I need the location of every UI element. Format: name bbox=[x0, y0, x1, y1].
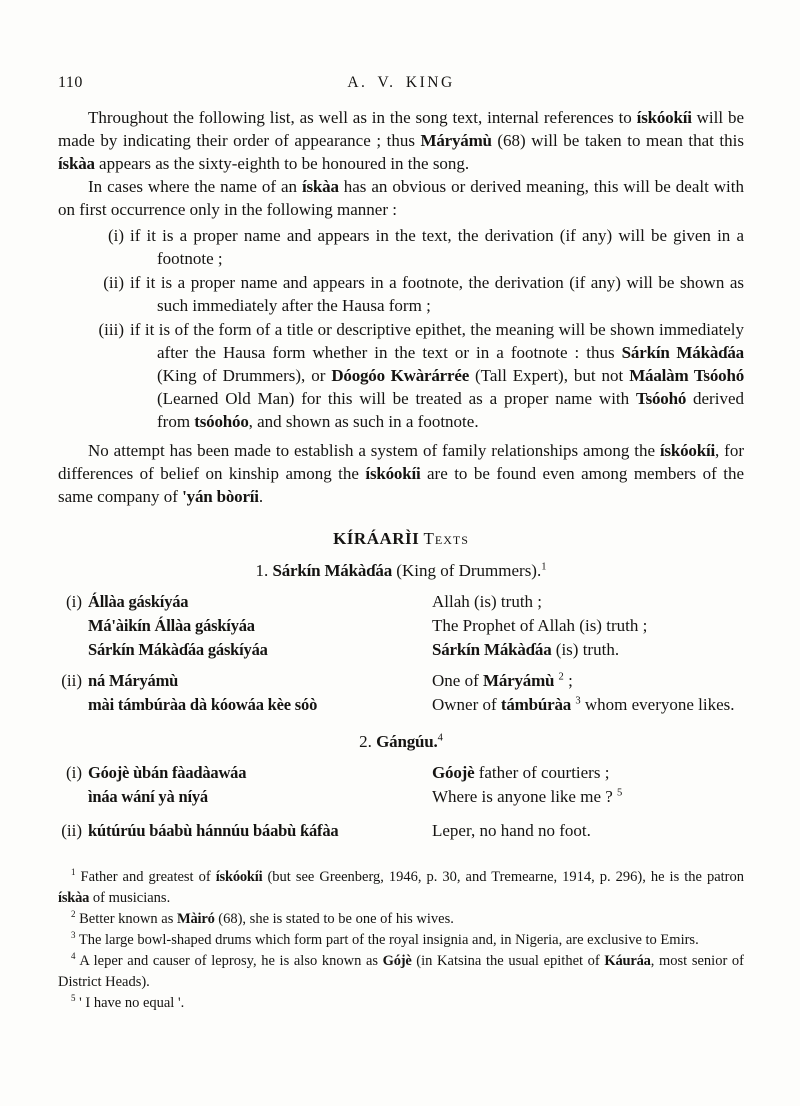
hausa-column bbox=[88, 590, 432, 662]
hausa-column bbox=[88, 761, 432, 809]
hausa-column bbox=[88, 819, 432, 843]
condition-item-ii bbox=[58, 271, 744, 317]
footnote-2: $^2$ Better known as Màiró (68), she is stated to be one of his wives. bbox=[71, 909, 454, 927]
english-column bbox=[432, 819, 744, 843]
condition-body: if it is a proper name and appears in the text, the derivation (if any) will be given in a footnote ; bbox=[130, 226, 744, 268]
english-line: Leper, no hand no foot. bbox=[432, 821, 591, 840]
heading-texts: Texts bbox=[423, 529, 469, 548]
english-column bbox=[432, 761, 744, 809]
hausa-line: Má'àikín Állàa gáskíyáa bbox=[88, 616, 255, 635]
footnotes-block bbox=[58, 867, 744, 1014]
condition-body: if it is a proper name and appears in a footnote, the derivation (if any) will be shown as such immediately after the Hausa form ; bbox=[130, 273, 744, 315]
paragraph-family-relationships: No attempt has been made to establish a system of family relationships among the ískóokíi, for differences of belief on kinship among the ískóokíi are to be found even among members of the same company of 'yán bòoríi. bbox=[58, 441, 744, 506]
hausa-line: Góojè ùbán fàadàawáa bbox=[88, 763, 247, 782]
footnote-5: $^5$ ' I have no equal '. bbox=[71, 993, 185, 1011]
hausa-line: ìnáa wání yà níyá bbox=[88, 787, 208, 806]
conditions-list bbox=[58, 224, 744, 433]
heading-kiraarii: KÍRÁARÌI bbox=[333, 529, 420, 548]
verse-row-1-i bbox=[58, 590, 744, 662]
verse-label: (i) bbox=[65, 763, 82, 782]
verse-row-2-i bbox=[58, 761, 744, 809]
verse-label: (i) bbox=[65, 592, 82, 611]
hausa-line: mài támbúràa dà kóowáa kèe sóò bbox=[88, 695, 318, 714]
footnote-3: $^3$ The large bowl-shaped drums which form part of the royal insignia and, in Nigeria, are exclusive to Emirs. bbox=[71, 930, 699, 948]
hausa-column bbox=[88, 669, 432, 717]
paragraph-derived-meaning: In cases where the name of an ískàa has an obvious or derived meaning, this will be dealt with on first occurrence only in the following manner : bbox=[58, 177, 744, 219]
verse-row-2-ii bbox=[58, 819, 744, 843]
hausa-line: Sárkín Mákàɗáa gáskíyáa bbox=[88, 640, 268, 659]
english-line: Góojè father of courtiers ; bbox=[432, 763, 610, 782]
english-column bbox=[432, 669, 744, 717]
verse-label: (ii) bbox=[61, 821, 82, 840]
english-line: Owner of támbúràa $^3$ whom everyone likes. bbox=[432, 695, 735, 714]
song-title: 1. Sárkín Mákàɗáa (King of Drummers).$^1$ bbox=[255, 561, 547, 580]
english-column bbox=[432, 590, 744, 662]
hausa-line: kútúrúu báabù hánnúu báabù ƙáfàa bbox=[88, 821, 339, 840]
song-title: 2. Gángúu.$^4$ bbox=[359, 732, 443, 751]
condition-body: if it is of the form of a title or descriptive epithet, the meaning will be shown immediately after the Hausa form whether in the text or in a footnote : thus Sárkín Mákàɗáa (King of Drummers), or Dóogóo Kwàrárrée (Tall Expert), but not Máalàm Tsóohó (Learned Old Man) for this will be treated as a proper name with Tsóohó derived from tsóohóo, and shown as such in a footnote. bbox=[130, 320, 744, 431]
song-2-ganguu bbox=[58, 730, 744, 843]
verse-row-1-ii bbox=[58, 669, 744, 717]
section-heading-kiraarii-texts bbox=[58, 528, 744, 550]
condition-label: (ii) bbox=[103, 273, 124, 292]
running-title: A. V. KING bbox=[347, 74, 455, 91]
song-1-sarkin-makadaa bbox=[58, 559, 744, 717]
english-line: Allah (is) truth ; bbox=[432, 592, 543, 611]
english-line: One of Máryámù $^2$ ; bbox=[432, 671, 573, 690]
english-line: The Prophet of Allah (is) truth ; bbox=[432, 616, 648, 635]
condition-item-i bbox=[58, 224, 744, 270]
footnote-4: $^4$ A leper and causer of leprosy, he is also known as Gójè (in Katsina the usual epithet of Káuráa, most senior of District Heads). bbox=[58, 951, 744, 990]
english-line: Sárkín Mákàɗáa (is) truth. bbox=[432, 640, 620, 659]
condition-item-iii bbox=[58, 318, 744, 433]
english-line: Where is anyone like me ? $^5$ bbox=[432, 787, 623, 806]
condition-label: (i) bbox=[107, 226, 124, 245]
condition-label: (iii) bbox=[98, 320, 124, 339]
footnote-1: $^1$ Father and greatest of ískóokíi (but see Greenberg, 1946, p. 30, and Tremearne, 1914, p. 296), he is the patron ískàa of musicians. bbox=[58, 867, 744, 906]
hausa-line: ná Máryámù bbox=[88, 671, 179, 690]
running-header bbox=[58, 72, 744, 94]
page-number: 110 bbox=[58, 74, 83, 91]
hausa-line: Állàa gáskíyáa bbox=[88, 592, 189, 611]
paragraph-internal-references: Throughout the following list, as well as in the song text, internal references to ískóokíi will be made by indicating their order of appearance ; thus Máryámù (68) will be taken to mean that this ískàa appears as the sixty-eighth to be honoured in the song. bbox=[58, 108, 744, 173]
verse-label: (ii) bbox=[61, 671, 82, 690]
